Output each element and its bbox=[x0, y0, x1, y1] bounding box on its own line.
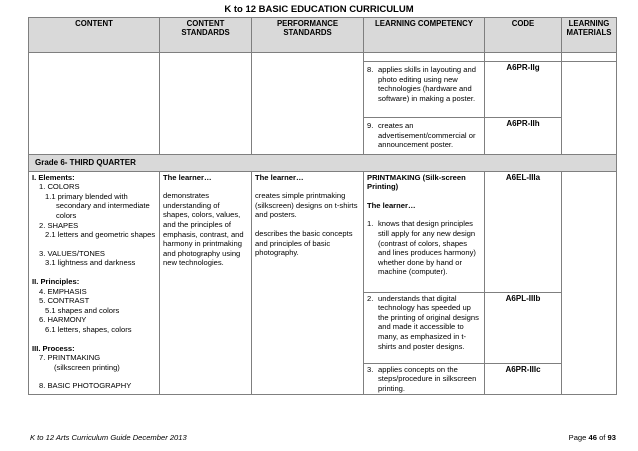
competency-section-heading: PRINTMAKING (Silk-screen Printing) bbox=[367, 172, 466, 192]
competency-lead: The learner… bbox=[367, 200, 416, 210]
competency-cell bbox=[364, 171, 485, 292]
competency-number: 1. bbox=[367, 219, 374, 229]
page-number: 46 bbox=[588, 433, 597, 442]
content-subitem: 1.1 primary blended with secondary and intermediate colors bbox=[45, 191, 150, 220]
competency-code: A6PR-IIg bbox=[485, 62, 562, 118]
competency-number: 9. bbox=[367, 121, 374, 130]
content-item: 7. PRINTMAKING bbox=[39, 353, 101, 363]
competency-number: 2. bbox=[367, 293, 374, 303]
performance-standards-lead: The learner… bbox=[255, 172, 304, 182]
header-code: CODE bbox=[485, 18, 562, 53]
curriculum-table bbox=[28, 17, 617, 395]
quarter-label: Grade 6- THIRD QUARTER bbox=[29, 155, 617, 172]
header-content: CONTENT bbox=[29, 18, 160, 53]
principles-heading: II. Principles: bbox=[32, 276, 80, 286]
content-subitem: 6.1 letters, shapes, colors bbox=[45, 324, 132, 334]
content-subitem: (silkscreen printing) bbox=[54, 362, 120, 372]
content-item: 2. SHAPES bbox=[39, 220, 79, 230]
performance-standards-text: describes the basic concepts and principles of basic photography. bbox=[255, 228, 353, 258]
page-total: 93 bbox=[607, 433, 616, 442]
header-learning-materials: LEARNING MATERIALS bbox=[562, 18, 617, 53]
competency-code: A6EL-IIIa bbox=[485, 171, 562, 292]
process-heading: III. Process: bbox=[32, 343, 75, 353]
learning-materials-cell bbox=[562, 171, 617, 395]
content-item: 5. CONTRAST bbox=[39, 296, 90, 306]
footer-guide-label: K to 12 Arts Curriculum Guide December 2013 bbox=[30, 433, 187, 442]
competency-text: applies concepts on the steps/procedure in silkscreen printing. bbox=[378, 364, 477, 393]
competency-text: applies skills in layouting and photo editing using new technologies (hardware and software) in making a poster. bbox=[378, 65, 476, 103]
content-standards-cell bbox=[160, 171, 252, 395]
page-of: of bbox=[599, 433, 606, 442]
q3-row-1 bbox=[29, 171, 617, 292]
competency-code: A6PR-IIh bbox=[485, 118, 562, 155]
content-item: 6. HARMONY bbox=[39, 315, 87, 325]
content-standards-lead: The learner… bbox=[163, 172, 212, 182]
content-item: 1. COLORS bbox=[39, 182, 80, 192]
header-performance-standards: PERFORMANCE STANDARDS bbox=[252, 18, 364, 53]
competency-code: A6PL-IIIb bbox=[485, 292, 562, 363]
content-subitem: 2.1 letters and geometric shapes bbox=[45, 230, 156, 240]
content-subitem: 5.1 shapes and colors bbox=[45, 305, 120, 315]
quarter-row bbox=[29, 155, 617, 172]
competency-text: understands that digital technology has speeded up the printing of original designs and made it accessible to many, as emphasized in t-shirts and poster designs. bbox=[378, 293, 479, 351]
competency-number: 3. bbox=[367, 364, 374, 374]
performance-standards-text: creates simple printmaking (silkscreen) designs on t-shirts and posters. bbox=[255, 191, 358, 220]
competency-code: A6PR-IIIc bbox=[485, 363, 562, 395]
header-learning-competency: LEARNING COMPETENCY bbox=[364, 18, 485, 53]
content-item: 8. BASIC PHOTOGRAPHY bbox=[39, 381, 132, 391]
performance-standards-cell bbox=[252, 171, 364, 395]
content-item: 4. EMPHASIS bbox=[39, 286, 87, 296]
competency-number: 8. bbox=[367, 65, 374, 74]
competency-text: creates an advertisement/commercial or announcement poster. bbox=[378, 121, 476, 150]
document-title: K to 12 BASIC EDUCATION CURRICULUM bbox=[224, 4, 414, 15]
spacer-row bbox=[29, 53, 617, 62]
content-cell bbox=[29, 171, 160, 395]
competency-text: knows that design principles still apply for any new design (contrast of colors, shapes and lines produces harmony) whether done by hand or machine (computer). bbox=[378, 219, 476, 277]
content-subitem: 3.1 lightness and darkness bbox=[45, 258, 136, 268]
page-prefix: Page bbox=[568, 433, 587, 442]
content-standards-text: demonstrates understanding of shapes, colors, values, and the principles of emphasis, contrast, and harmony in printmaking and photography using new technologies. bbox=[163, 191, 244, 268]
content-item: 3. VALUES/TONES bbox=[39, 248, 105, 258]
header-row bbox=[29, 18, 617, 53]
header-content-standards: CONTENT STANDARDS bbox=[160, 18, 252, 53]
page-indicator bbox=[569, 433, 616, 442]
elements-heading: I. Elements: bbox=[32, 172, 75, 182]
